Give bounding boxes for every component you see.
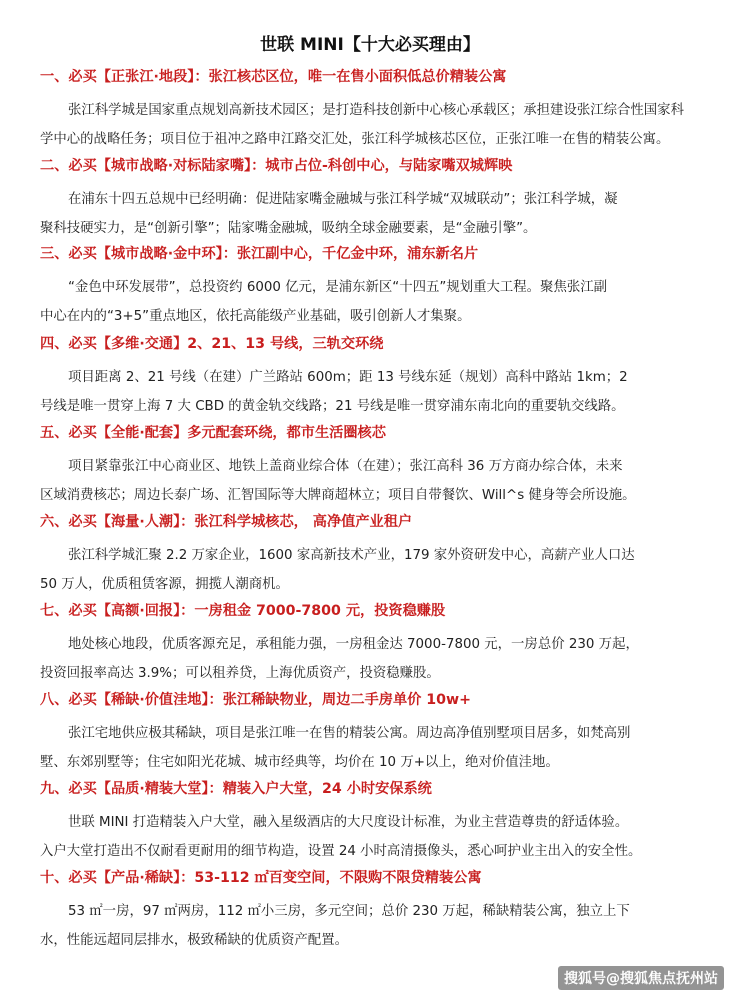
section-body <box>40 808 706 866</box>
body-line: 入户大堂打造出不仅耐看更耐用的细节构造，设置 24 小时高清摄像头，悉心呵护业主出入的安全性。 <box>40 844 642 859</box>
section-heading: 八、必买【稀缺·价值洼地】：张江稀缺物业，周边二手房单价 10w+ <box>40 692 472 708</box>
section-heading: 一、必买【正张江·地段】：张江核芯区位，唯一在售小面积低总价精装公寓 <box>40 69 507 85</box>
section-heading: 三、必买【城市战略·金中环】：张江副中心，千亿金中环，浦东新名片 <box>40 246 479 262</box>
body-line: 水，性能远超同层排水，极致稀缺的优质资产配置。 <box>40 933 348 948</box>
section-body <box>40 541 706 599</box>
section-body <box>40 452 706 510</box>
section-7 <box>40 600 706 688</box>
body-line: 世联 MINI 打造精装入户大堂，融入星级酒店的大尺度设计标准，为业主营造尊贵的舒适体验。 <box>68 815 629 830</box>
watermark: 搜狐号@搜狐焦点抚州站 <box>558 966 724 990</box>
section-3 <box>40 243 706 331</box>
section-8 <box>40 689 706 777</box>
section-heading: 五、必买【全能·配套】多元配套环绕，都市生活圈核芯 <box>40 425 386 441</box>
body-line: 项目距离 2、21 号线（在建）广兰路站 600m；距 13 号线东延（规划）高科中路站 1km；2 <box>68 370 628 385</box>
body-line: 项目紧靠张江中心商业区、地铁上盖商业综合体（在建）；张江高科 36 万方商办综合体，未来 <box>68 459 623 474</box>
body-line: 号线是唯一贯穿上海 7 大 CBD 的黄金轨交线路；21 号线是唯一贯穿浦东南北向的重要轨交线路。 <box>40 399 625 414</box>
section-body <box>40 897 706 955</box>
section-body <box>40 96 706 154</box>
body-line: 张江科学城汇聚 2.2 万家企业，1600 家高新技术产业，179 家外资研发中心，高薪产业人口达 <box>68 548 635 563</box>
section-6 <box>40 511 706 599</box>
section-1 <box>40 66 706 154</box>
body-line: 墅、东郊别墅等；住宅如阳光花城、城市经典等，均价在 10 万+以上，绝对价值洼地。 <box>40 755 559 770</box>
body-line: 区域消费核芯；周边长泰广场、汇智国际等大牌商超林立；项目自带餐饮、Will^s 健身等会所设施。 <box>40 488 636 503</box>
section-body <box>40 630 706 688</box>
section-5 <box>40 422 706 510</box>
section-10 <box>40 867 706 955</box>
body-line: 中心在内的“3+5”重点地区，依托高能级产业基础，吸引创新人才集聚。 <box>40 309 471 324</box>
section-heading: 十、必买【产品·稀缺】：53-112 ㎡百变空间，不限购不限贷精装公寓 <box>40 870 482 886</box>
body-line: 投资回报率高达 3.9%；可以租养贷，上海优质资产，投资稳赚股。 <box>40 666 440 681</box>
section-heading: 六、必买【海量·人潮】：张江科学城核芯， 高净值产业租户 <box>40 514 413 530</box>
section-body <box>40 363 706 421</box>
body-line: 50 万人，优质租赁客源，拥揽人潮商机。 <box>40 577 289 592</box>
section-heading: 四、必买【多维·交通】2、21、13 号线，三轨交环绕 <box>40 336 384 352</box>
section-heading: 二、必买【城市战略·对标陆家嘴】：城市占位-科创中心，与陆家嘴双城辉映 <box>40 158 513 174</box>
body-line: “金色中环发展带”，总投资约 6000 亿元，是浦东新区“十四五”规划重大工程。聚焦张江副 <box>68 280 608 295</box>
body-line: 在浦东十四五总规中已经明确：促进陆家嘴金融城与张江科学城“双城联动”；张江科学城，凝 <box>68 192 618 207</box>
section-heading: 七、必买【高额·回报】：一房租金 7000-7800 元，投资稳赚股 <box>40 603 446 619</box>
section-heading: 九、必买【品质·精装大堂】：精装入户大堂，24 小时安保系统 <box>40 781 432 797</box>
page-title: 世联 MINI【十大必买理由】 <box>260 35 480 55</box>
section-9 <box>40 778 706 866</box>
body-line: 张江宅地供应极其稀缺，项目是张江唯一在售的精装公寓。周边高净值别墅项目居多，如梵高别 <box>68 726 631 741</box>
section-4 <box>40 333 706 421</box>
section-body <box>40 185 706 243</box>
section-body <box>40 719 706 777</box>
section-body <box>40 273 706 331</box>
body-line: 聚科技硬实力，是“创新引擎”；陆家嘴金融城，吸纳全球金融要素，是“金融引擎”。 <box>40 221 537 236</box>
body-line: 张江科学城是国家重点规划高新技术园区；是打造科技创新中心核心承载区；承担建设张江综合性国家科 <box>68 103 684 118</box>
body-line: 地处核心地段，优质客源充足，承租能力强，一房租金达 7000-7800 元，一房总价 230 万起， <box>68 637 639 652</box>
section-2 <box>40 155 706 243</box>
body-line: 学中心的战略任务；项目位于祖冲之路申江路交汇处，张江科学城核芯区位，正张江唯一在售的精装公寓。 <box>40 132 670 147</box>
body-line: 53 ㎡一房，97 ㎡两房，112 ㎡小三房，多元空间；总价 230 万起，稀缺精装公寓，独立上下 <box>68 904 630 919</box>
